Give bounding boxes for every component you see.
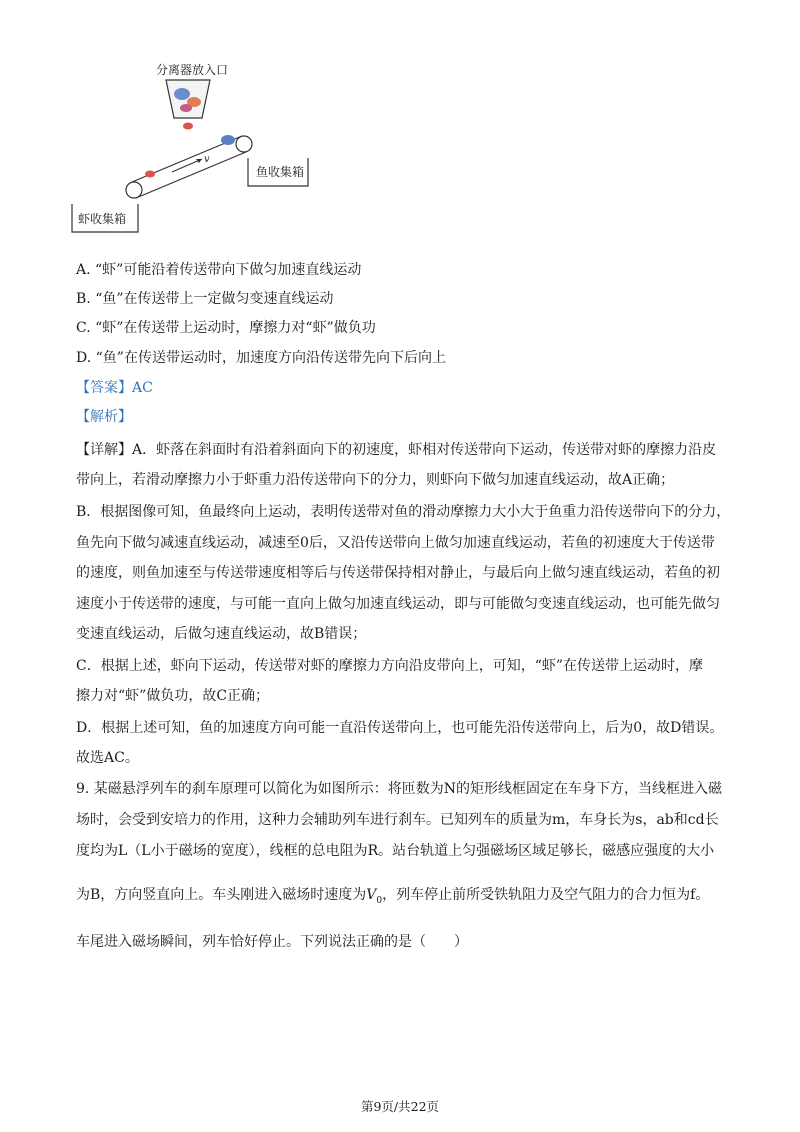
- question-9-line: 9. 某磁悬浮列车的刹车原理可以简化为如图所示：将匝数为N的矩形线框固定在车身下方，当线框进入磁: [76, 781, 723, 797]
- analysis-label: 【解析】: [76, 409, 132, 425]
- question-9-line: 车尾进入磁场瞬间，列车恰好停止。下列说法正确的是（ ）: [76, 934, 468, 950]
- v0-letter: V: [366, 887, 377, 903]
- detail-line: B．根据图像可知，鱼最终向上运动，表明传送带对鱼的滑动摩擦力大小大于鱼重力沿传送带向下的分力，: [76, 504, 731, 520]
- belt-roller-top: [236, 136, 252, 152]
- detail-line: 【详解】A．虾落在斜面时有沿着斜面向下的初速度，虾相对传送带向下运动，传送带对虾的摩擦力沿皮: [76, 442, 717, 458]
- hopper: [166, 80, 210, 118]
- detail-line: 鱼先向下做匀减速直线运动，减速至0后，又沿传送带向上做匀加速直线运动，若鱼的初速度大于传送带: [76, 535, 715, 551]
- detail-line: 速度小于传送带的速度，与可能一直向上做匀加速直线运动，即与可能做匀变速直线运动，也可能先做匀: [76, 596, 720, 612]
- detail-line: C．根据上述，虾向下运动，传送带对虾的摩擦力方向沿皮带向上，可知，“虾”在传送带上运动时，摩: [76, 658, 704, 674]
- detail-line: 的速度，则鱼加速至与传送带速度相等后与传送带保持相对静止，与最后向上做匀速直线运动，若鱼的初: [76, 565, 720, 581]
- fish-in-hopper: [174, 88, 190, 100]
- conveyor-diagram: [70, 60, 330, 240]
- option-d: D. “鱼”在传送带运动时，加速度方向沿传送带先向下后向上: [76, 350, 446, 366]
- v0-subscript: 0: [376, 895, 383, 906]
- shrimp-in-hopper: [180, 104, 192, 112]
- conveyor-figure: [70, 60, 330, 240]
- question-9-line: 场时，会受到安培力的作用，这种力会辅助列车进行刹车。已知列车的质量为m，车身长为s，ab和cd长: [76, 812, 719, 828]
- detail-line: D．根据上述可知，鱼的加速度方向可能一直沿传送带向上，也可能先沿传送带向上，后为0，故D错误。: [76, 720, 724, 736]
- question-9-line: [76, 885, 709, 911]
- question-9-line: 度均为L（L小于磁场的宽度），线框的总电阻为R。站台轨道上匀强磁场区域足够长，磁感应强度的大小: [76, 843, 715, 859]
- detail-line: 变速直线运动，后做匀速直线运动，故B错误；: [76, 626, 367, 642]
- page-footer: 第9页/共22页: [360, 1099, 440, 1114]
- falling-shrimp: [183, 123, 193, 130]
- option-b: B. “鱼”在传送带上一定做匀变速直线运动: [76, 291, 334, 307]
- detail-line: 故选AC。: [76, 750, 139, 766]
- shrimp-box-label: 虾收集箱: [78, 212, 127, 226]
- answer-line: 【答案】AC: [76, 380, 153, 396]
- fish-on-belt: [221, 135, 235, 145]
- detail-line: 带向上，若滑动摩擦力小于虾重力沿传送带向下的分力，则虾向下做匀加速直线运动，故A正确；: [76, 472, 675, 488]
- hopper-label: 分离器放入口: [156, 63, 229, 77]
- shrimp-on-belt: [145, 171, 155, 178]
- question-9-text: ，列车停止前所受铁轨阻力及空气阻力的合力恒为f。: [382, 887, 710, 903]
- detail-line: 擦力对“虾”做负功，故C正确；: [76, 688, 270, 704]
- fish-box-label: 鱼收集箱: [256, 165, 305, 179]
- option-c: C. “虾”在传送带上运动时，摩擦力对“虾”做负功: [76, 320, 376, 336]
- belt-roller-bottom: [126, 182, 142, 198]
- initial-velocity-symbol: [366, 887, 383, 906]
- question-9-text: 为B，方向竖直向上。车头刚进入磁场时速度为: [76, 887, 367, 903]
- option-a: A. “虾”可能沿着传送带向下做匀加速直线运动: [76, 262, 362, 278]
- belt-velocity-label: v: [204, 154, 210, 165]
